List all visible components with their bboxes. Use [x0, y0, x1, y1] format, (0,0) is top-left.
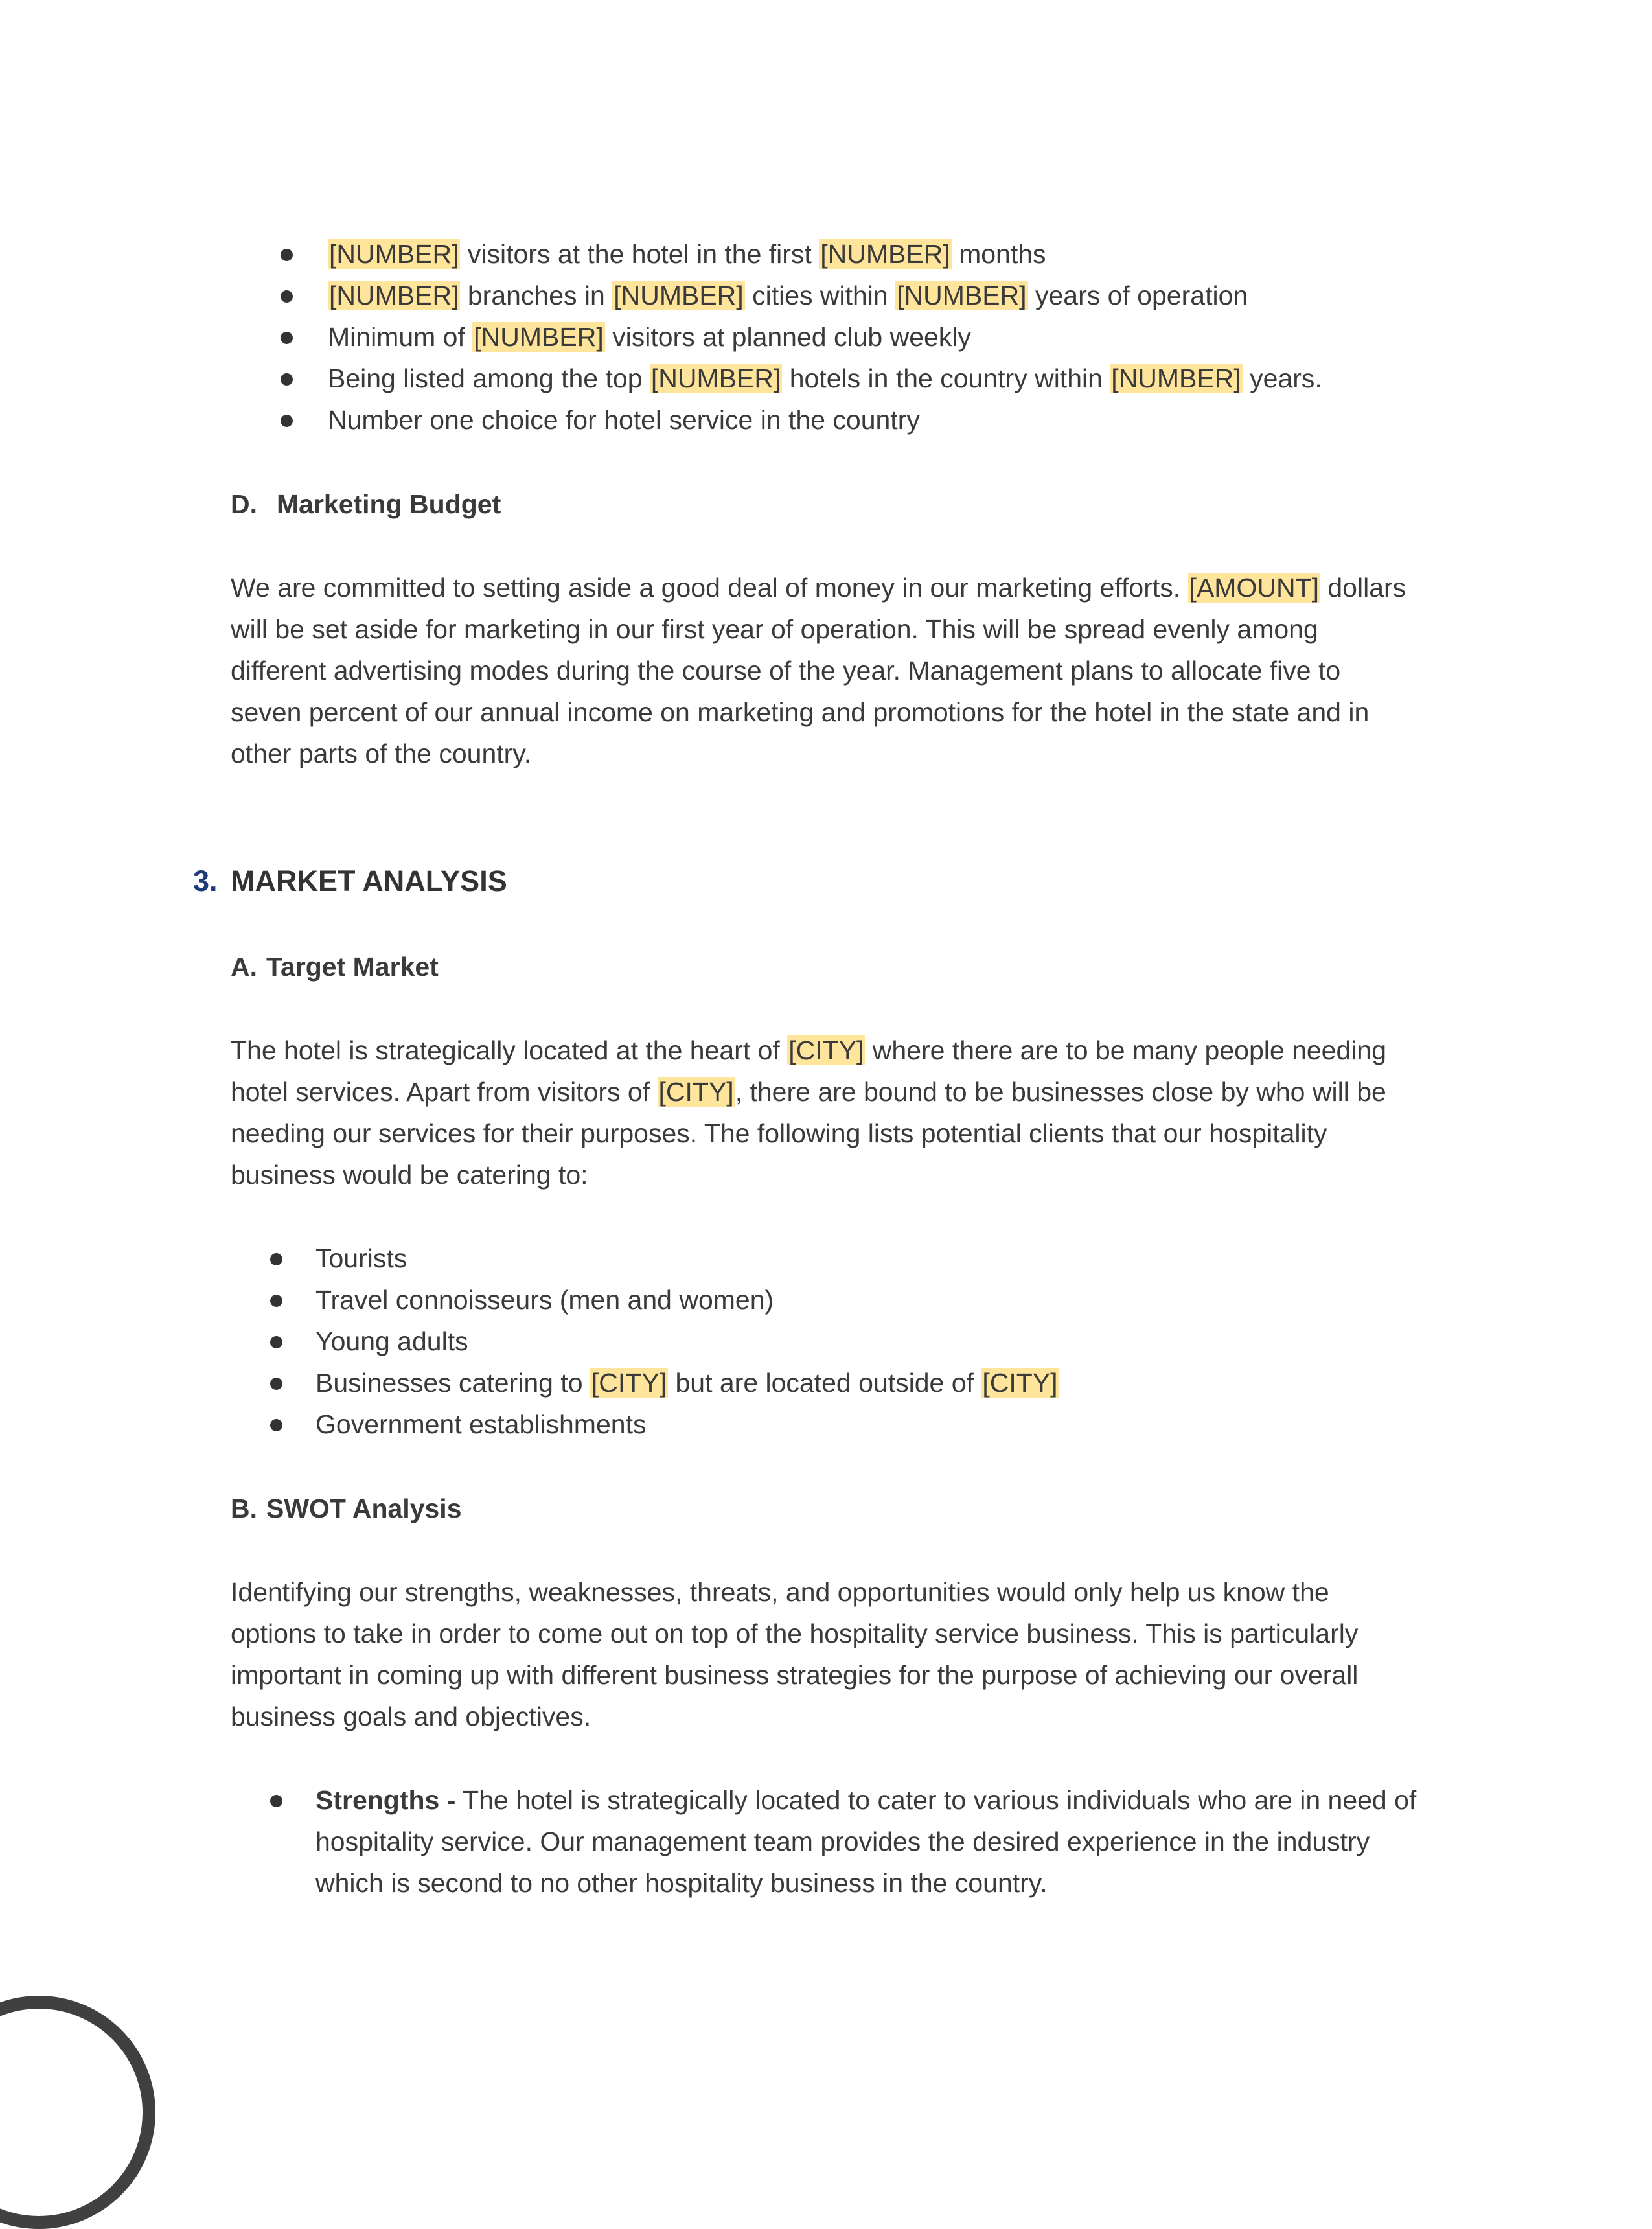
bullet-icon [270, 1253, 282, 1265]
paragraph-line: Identifying our strengths, weaknesses, threats, and opportunities would only help us know the [231, 1577, 1329, 1607]
bullet-icon [270, 1336, 282, 1348]
strengths-label: Strengths - [315, 1785, 456, 1815]
paragraph-line: other parts of the country. [231, 739, 532, 768]
list-item: Government establishments [315, 1409, 647, 1439]
list-item: [NUMBER] branches in [NUMBER] cities within [NUMBER] years of operation [329, 281, 1248, 310]
paragraph-line: seven percent of our annual income on marketing and promotions for the hotel in the state and in [231, 697, 1370, 727]
bullet-icon [281, 415, 293, 427]
list-item: Number one choice for hotel service in the country [328, 405, 920, 435]
placeholder-highlight: [CITY] [591, 1368, 667, 1398]
placeholder-highlight: [NUMBER] [614, 281, 744, 310]
bullet-icon [270, 1378, 282, 1390]
placeholder-highlight: [NUMBER] [474, 322, 604, 352]
placeholder-highlight: [AMOUNT] [1189, 573, 1319, 603]
placeholder-highlight: [NUMBER] [329, 239, 459, 269]
placeholder-highlight: [CITY] [788, 1035, 864, 1065]
list-item: Minimum of [NUMBER] visitors at planned club weekly [328, 322, 971, 352]
paragraph-line: important in coming up with different business strategies for the purpose of achieving our overall [231, 1660, 1359, 1690]
paragraph-line: options to take in order to come out on top of the hospitality service business. This is particularly [231, 1619, 1359, 1648]
list-item: Tourists [315, 1243, 407, 1273]
bullet-icon [270, 1795, 282, 1807]
bullet-icon [281, 249, 293, 261]
list-item: Travel connoisseurs (men and women) [315, 1285, 774, 1315]
bullet-icon [281, 332, 293, 344]
paragraph-line: hotel services. Apart from visitors of [CITY], there are bound to be businesses close by who will be [231, 1077, 1386, 1107]
swot-analysis-heading: B. SWOT Analysis [231, 1494, 462, 1523]
paragraph-line: will be set aside for marketing in our first year of operation. This will be spread evenly among [231, 614, 1318, 644]
list-item: Young adults [315, 1326, 468, 1356]
list-item-continuation: which is second to no other hospitality business in the country. [315, 1868, 1048, 1898]
target-market-heading: A. Target Market [231, 952, 439, 982]
bullet-icon [281, 290, 293, 303]
placeholder-highlight: [NUMBER] [329, 281, 459, 310]
placeholder-highlight: [NUMBER] [820, 239, 950, 269]
bullet-icon [281, 373, 293, 386]
list-item-continuation: hospitality service. Our management team provides the desired experience in the industry [315, 1827, 1370, 1856]
placeholder-highlight: [NUMBER] [897, 281, 1027, 310]
placeholder-highlight: [NUMBER] [650, 364, 781, 393]
list-item: Being listed among the top [NUMBER] hotels in the country within [NUMBER] years. [328, 364, 1322, 393]
bullet-icon [270, 1419, 282, 1431]
paragraph-line: We are committed to setting aside a good deal of money in our marketing efforts. [AMOUNT] dollars [231, 573, 1406, 603]
paragraph-line: business goals and objectives. [231, 1702, 591, 1731]
section-number: 3. [193, 864, 218, 897]
bullet-icon [270, 1295, 282, 1307]
decorative-ring [0, 1996, 155, 2229]
marketing-budget-heading: D. Marketing Budget [231, 489, 501, 519]
placeholder-highlight: [NUMBER] [1111, 364, 1241, 393]
list-item: [NUMBER] visitors at the hotel in the first [NUMBER] months [329, 239, 1046, 269]
section-title: MARKET ANALYSIS [231, 864, 507, 897]
placeholder-highlight: [CITY] [658, 1077, 734, 1107]
paragraph-line: The hotel is strategically located at the heart of [CITY] where there are to be many people needing [231, 1035, 1386, 1065]
paragraph-line: business would be catering to: [231, 1160, 588, 1190]
paragraph-line: different advertising modes during the course of the year. Management plans to allocate five to [231, 656, 1341, 686]
list-item: Strengths - The hotel is strategically located to cater to various individuals who are in need of [315, 1785, 1417, 1815]
list-item: Businesses catering to [CITY] but are located outside of [CITY] [315, 1368, 1058, 1398]
paragraph-line: needing our services for their purposes. The following lists potential clients that our hospitality [231, 1118, 1327, 1148]
placeholder-highlight: [CITY] [982, 1368, 1058, 1398]
